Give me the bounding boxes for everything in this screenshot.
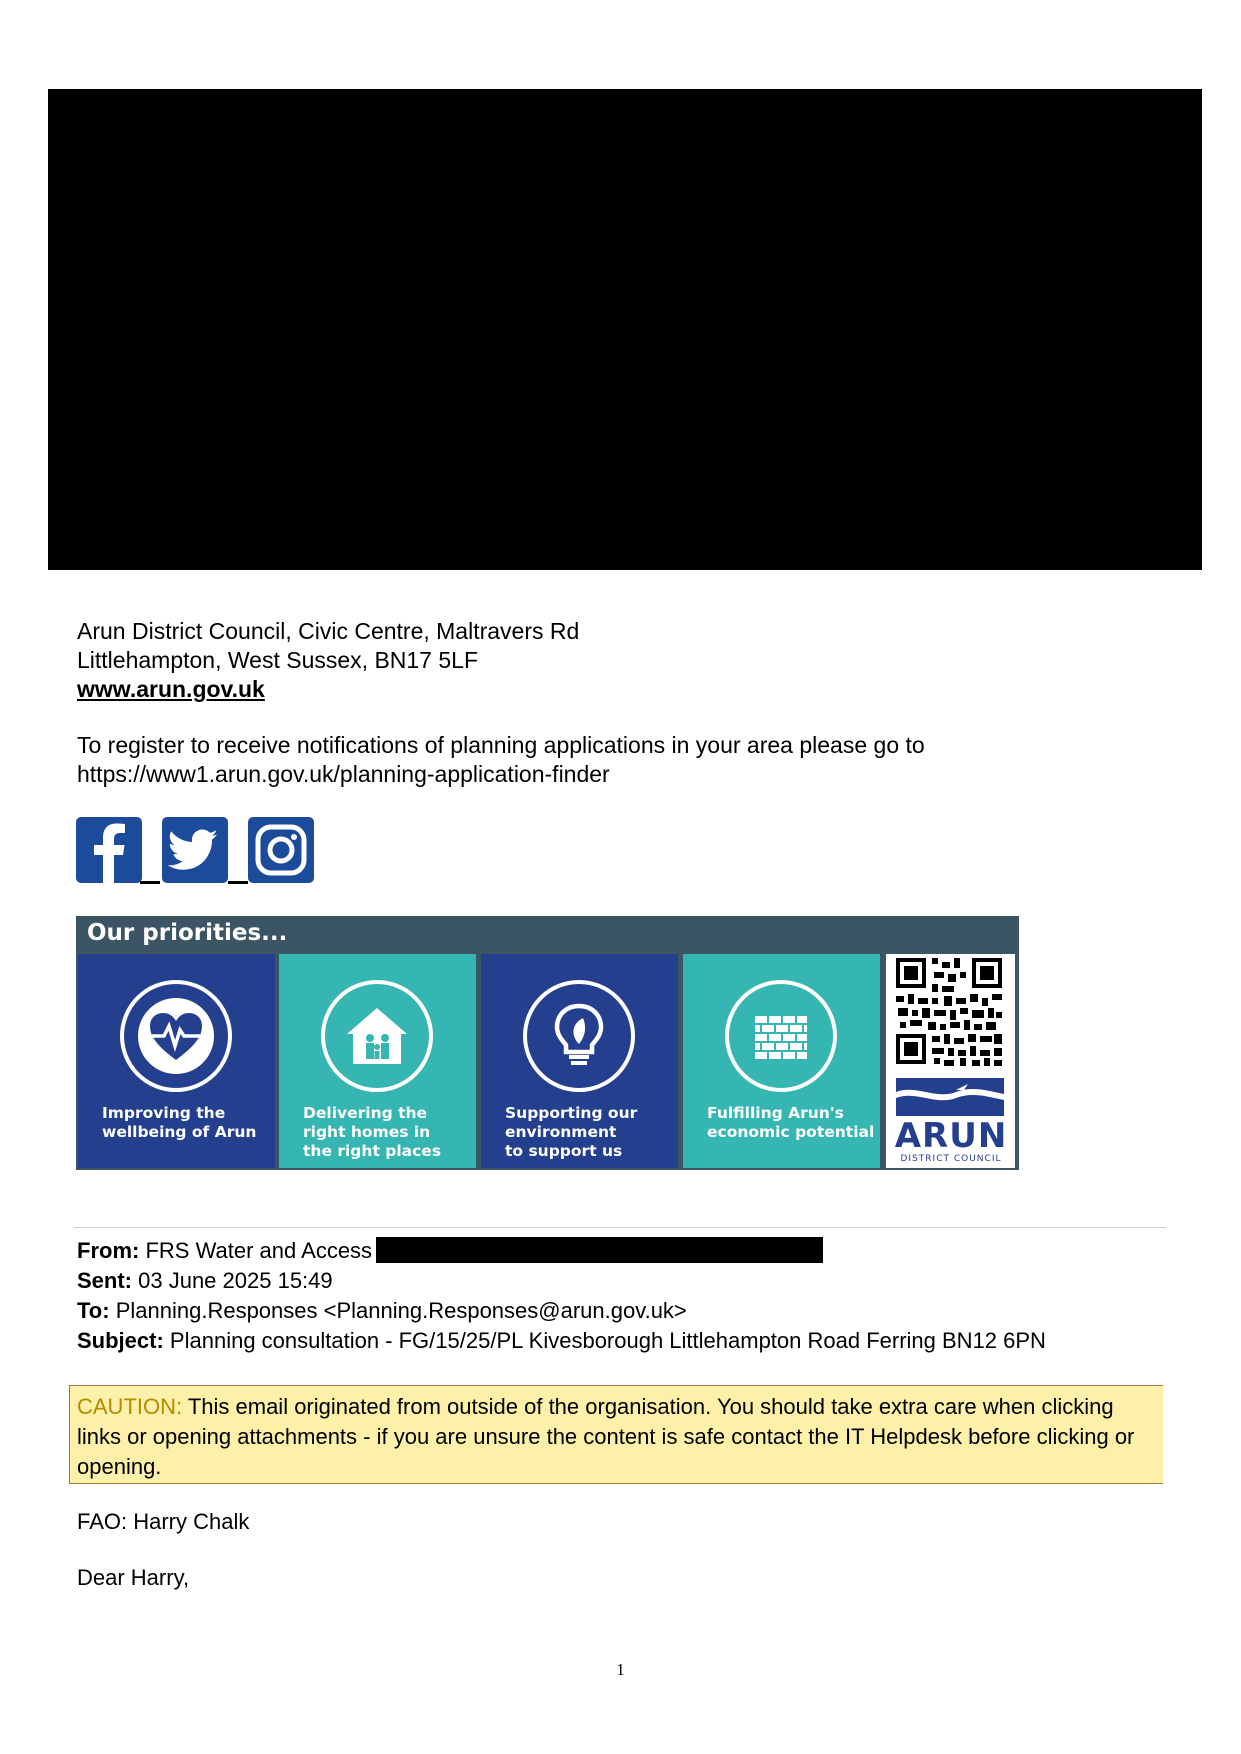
- priorities-banner: [76, 916, 1019, 1170]
- from-label: From:: [77, 1238, 140, 1263]
- priority-tile-environment: [481, 954, 678, 1168]
- page-number: 1: [616, 1660, 625, 1679]
- sent-row: [77, 1266, 1046, 1296]
- instagram-icon[interactable]: [248, 817, 314, 883]
- fao-line: FAO: Harry Chalk: [77, 1509, 250, 1534]
- address-line-2: Littlehampton, West Sussex, BN17 5LF: [77, 647, 478, 673]
- priority-tile-economy: [683, 954, 880, 1168]
- link-underline: [228, 881, 248, 884]
- sent-value: 03 June 2025 15:49: [138, 1268, 333, 1293]
- twitter-icon[interactable]: [162, 817, 228, 883]
- priority-label: Improving the wellbeing of Arun: [102, 1104, 257, 1141]
- register-notice: [77, 731, 1177, 789]
- heart-pulse-icon: [120, 980, 232, 1092]
- divider: [74, 1227, 1166, 1228]
- facebook-icon[interactable]: [76, 817, 142, 883]
- priority-tile-homes: [279, 954, 476, 1168]
- caution-text: [77, 1392, 1162, 1482]
- website-link[interactable]: www.arun.gov.uk: [77, 676, 265, 702]
- email-headers: [77, 1236, 1046, 1356]
- council-address: [77, 617, 579, 704]
- priority-tile-wellbeing: [78, 954, 275, 1168]
- redacted-block: [48, 89, 1202, 570]
- priority-label: Delivering the right homes in the right places: [303, 1104, 442, 1160]
- caution-body: This email originated from outside of the organisation. You should take extra care when clicking links or opening attachments - if you are unsure the content is safe contact the IT Helpdesk before clicking or opening.: [77, 1394, 1135, 1479]
- address-line-1: Arun District Council, Civic Centre, Maltravers Rd: [77, 618, 580, 644]
- from-value: FRS Water and Access: [145, 1238, 373, 1263]
- priority-label: Fulfilling Arun's economic potential: [707, 1104, 875, 1141]
- sent-label: Sent:: [77, 1268, 132, 1293]
- caution-banner: [69, 1385, 1163, 1484]
- redacted-email: [376, 1237, 823, 1263]
- arun-logo-text: ARUN: [894, 1116, 1008, 1156]
- to-value: Planning.Responses <Planning.Responses@arun.gov.uk>: [115, 1298, 687, 1323]
- banner-title: Our priorities...: [87, 920, 288, 946]
- qr-and-logo: [886, 954, 1015, 1168]
- from-row: [77, 1236, 1046, 1266]
- to-label: To:: [77, 1298, 110, 1323]
- planning-finder-link[interactable]: https://www1.arun.gov.uk/planning-application-finder: [77, 761, 610, 787]
- arun-logo-subtext: DISTRICT COUNCIL: [900, 1154, 1002, 1164]
- register-text: To register to receive notifications of planning applications in your area please go to: [77, 732, 925, 758]
- greeting-line: Dear Harry,: [77, 1565, 190, 1590]
- house-family-icon: [321, 980, 433, 1092]
- to-row: [77, 1296, 1046, 1326]
- subject-value: Planning consultation - FG/15/25/PL Kivesborough Littlehampton Road Ferring BN12 6PN: [169, 1328, 1046, 1353]
- arun-logo-waves: [896, 1078, 1004, 1116]
- lightbulb-leaf-icon: [523, 980, 635, 1092]
- caution-lead: CAUTION:: [77, 1394, 183, 1419]
- subject-row: [77, 1326, 1046, 1356]
- link-underline: [140, 881, 160, 884]
- subject-label: Subject:: [77, 1328, 164, 1353]
- priority-label: Supporting our environment to support us: [505, 1104, 638, 1160]
- brick-wall-icon: [725, 980, 837, 1092]
